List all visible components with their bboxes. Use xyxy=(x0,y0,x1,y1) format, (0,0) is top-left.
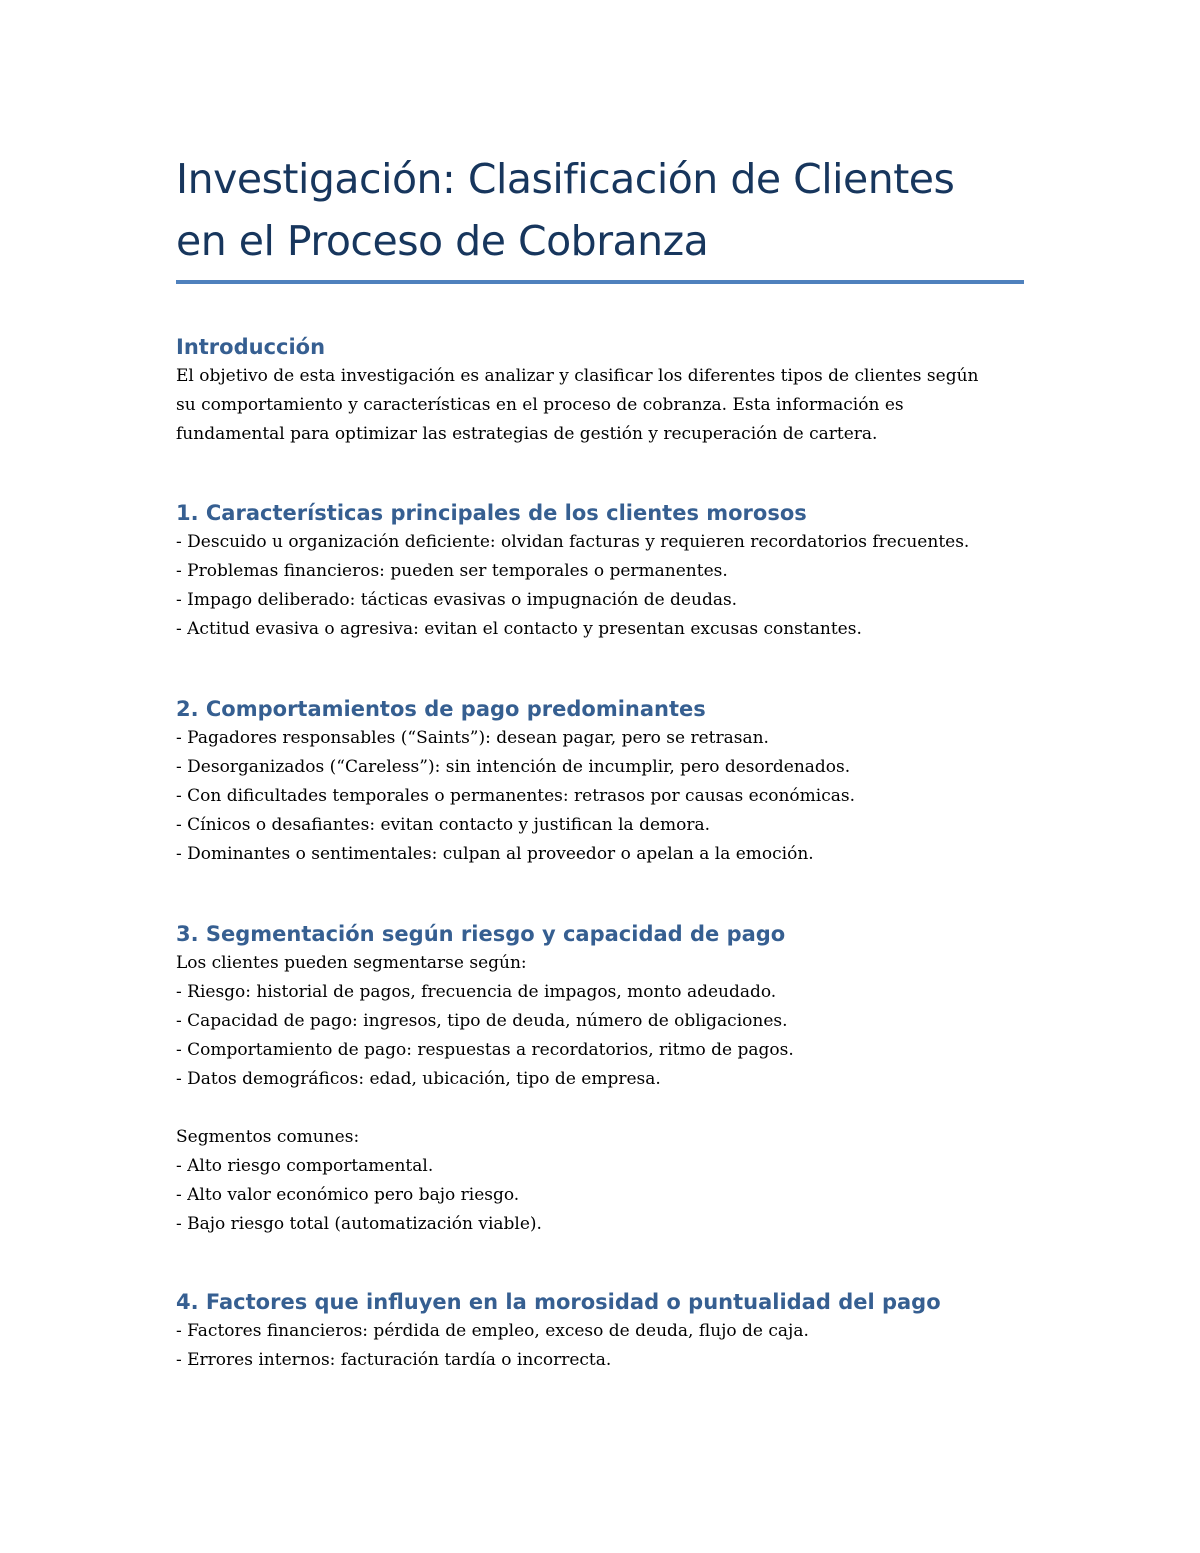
title-line-2: en el Proceso de Cobranza xyxy=(176,217,709,265)
section-payment-behaviors xyxy=(176,694,1024,869)
list-item: - Comportamiento de pago: respuestas a recordatorios, ritmo de pagos. xyxy=(176,1040,794,1060)
intro-line: fundamental para optimizar las estrategias de gestión y recuperación de cartera. xyxy=(176,424,878,444)
list-item: - Descuido u organización deficiente: olvidan facturas y requieren recordatorios frecuentes. xyxy=(176,532,970,552)
section3-heading: 3. Segmentación según riesgo y capacidad de pago xyxy=(176,922,786,946)
list-item: - Errores internos: facturación tardía o incorrecta. xyxy=(176,1350,612,1370)
segments-label: Segmentos comunes: xyxy=(176,1127,360,1147)
list-item: - Pagadores responsables (“Saints”): desean pagar, pero se retrasan. xyxy=(176,728,769,748)
list-item: - Riesgo: historial de pagos, frecuencia de impagos, monto adeudado. xyxy=(176,982,777,1002)
section4-heading: 4. Factores que influyen en la morosidad o puntualidad del pago xyxy=(176,1290,941,1314)
list-item: - Impago deliberado: tácticas evasivas o impugnación de deudas. xyxy=(176,590,738,610)
section-factors xyxy=(176,1287,1024,1375)
title-underline xyxy=(176,280,1024,284)
list-item: - Alto riesgo comportamental. xyxy=(176,1156,434,1176)
section1-heading: 1. Características principales de los clientes morosos xyxy=(176,501,807,525)
intro-line: su comportamiento y características en el proceso de cobranza. Esta información es xyxy=(176,395,904,415)
list-item: - Desorganizados (“Careless”): sin intención de incumplir, pero desordenados. xyxy=(176,757,851,777)
list-item: - Dominantes o sentimentales: culpan al proveedor o apelan a la emoción. xyxy=(176,844,814,864)
list-item: - Actitud evasiva o agresiva: evitan el contacto y presentan excusas constantes. xyxy=(176,619,862,639)
section-characteristics xyxy=(176,498,1024,644)
list-item: - Alto valor económico pero bajo riesgo. xyxy=(176,1185,520,1205)
document-title xyxy=(176,148,1024,272)
list-item: - Datos demográficos: edad, ubicación, tipo de empresa. xyxy=(176,1069,661,1089)
intro-line: El objetivo de esta investigación es analizar y clasificar los diferentes tipos de clientes según xyxy=(176,366,979,386)
section-segmentation xyxy=(176,919,1024,1239)
document-page xyxy=(176,148,1024,1375)
list-item: - Con dificultades temporales o permanentes: retrasos por causas económicas. xyxy=(176,786,855,806)
title-line-1: Investigación: Clasificación de Clientes xyxy=(176,155,955,203)
section2-heading: 2. Comportamientos de pago predominantes xyxy=(176,697,706,721)
section-introduction xyxy=(176,332,1024,449)
list-item: - Problemas financieros: pueden ser temporales o permanentes. xyxy=(176,561,728,581)
section3-intro: Los clientes pueden segmentarse según: xyxy=(176,953,527,973)
list-item: - Capacidad de pago: ingresos, tipo de deuda, número de obligaciones. xyxy=(176,1011,788,1031)
list-item: - Factores financieros: pérdida de empleo, exceso de deuda, flujo de caja. xyxy=(176,1321,809,1341)
list-item: - Cínicos o desafiantes: evitan contacto y justifican la demora. xyxy=(176,815,711,835)
paragraph-gap xyxy=(176,1094,1024,1123)
list-item: - Bajo riesgo total (automatización viable). xyxy=(176,1214,542,1234)
intro-heading: Introducción xyxy=(176,335,326,359)
